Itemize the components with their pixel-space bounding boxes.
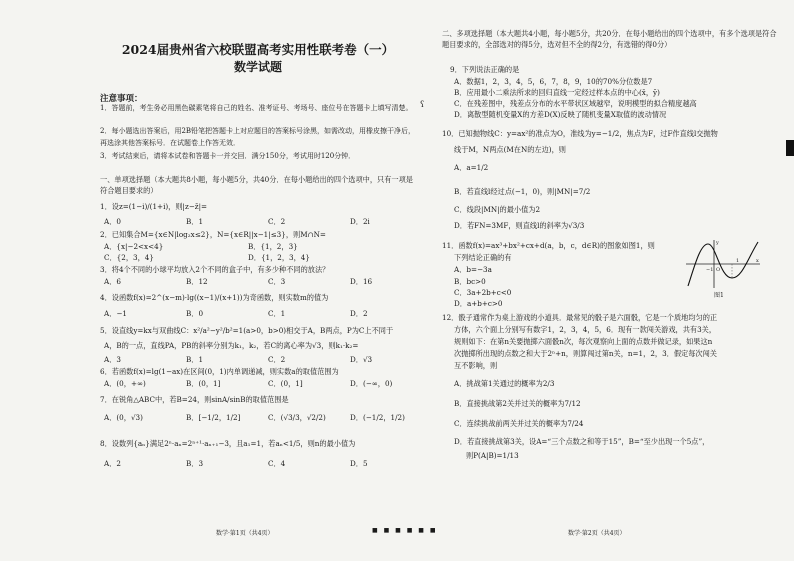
q8-option-c: C．4 (268, 459, 286, 468)
q5-option-c: C．2 (268, 355, 286, 364)
q3-option-c: C．3 (268, 277, 286, 286)
question-12-line-3: 规则如下：在第n关要抛掷六面骰n次，每次观察向上面的点数并做记录，如果这n (454, 337, 713, 346)
tick-neg-1: −1 (706, 267, 714, 273)
question-10-cont: 线于M，N两点(M在N的左边)，则 (454, 145, 566, 154)
q1-option-c: C．2 (268, 217, 286, 226)
q10-option-b: B．若直线l经过点(−1，0)，则|MN|=7/2 (454, 187, 591, 196)
q9-option-c: C．在残差图中，残差点分布的水平带状区域越窄，说明模型的拟合精度越高 (454, 99, 697, 108)
section-1-heading: 一、单项选择题（本大题共8小题，每小题5分，共40分．在每小题给出的四个选项中，只有一项是符合题目要求的） (100, 175, 413, 195)
question-12-line-4: 次抛掷所出现的点数之和大于2ⁿ+n，则算闯过第n关，n=1，2，3．假定每次闯关 (454, 349, 717, 358)
q4-option-a: A．−1 (104, 309, 127, 318)
question-12-line-1: 12．骰子通常作为桌上游戏的小道具．最常见的骰子是六面骰，它是一个质地均匀的正 (442, 313, 718, 322)
q1-option-b: B．1 (186, 217, 204, 226)
q7-option-d: D．(−1/2，1/2) (350, 413, 405, 422)
q2-option-c: C．{2，3，4} (104, 253, 154, 262)
edge-marker (786, 140, 794, 156)
q4-option-b: B．0 (186, 309, 204, 318)
q5-option-b: B．1 (186, 355, 204, 364)
question-12-line-2: 方体，六个面上分别写有数字1，2，3，4，5，6．现有一款闯关游戏，共有3关， (454, 325, 717, 334)
q12-option-a: A．挑战第1关通过的概率为2/3 (454, 379, 555, 388)
q10-option-d: D．若FN=3MF，则直线l的斜率为√3/3 (454, 221, 585, 230)
footer-page-2: 数学·第2页（共4页） (568, 530, 626, 537)
q10-option-c: C．线段|MN|的最小值为2 (454, 205, 541, 214)
figure-caption: 图1 (714, 292, 724, 299)
q2-option-d: D．{1，2，3，4} (248, 253, 310, 262)
q2-option-b: B．{1，2，3} (248, 242, 298, 251)
question-3: 3．将4个不同的小球平均放入2个不同的盒子中，有多少种不同的放法？ (100, 265, 330, 274)
q9-option-b: B．应用最小二乘法所求的回归直线一定经过样本点的中心(x̄，ȳ) (454, 88, 660, 97)
q5-option-a: A．3 (104, 355, 121, 364)
q1-option-a: A．0 (104, 217, 121, 226)
page-left (98, 0, 418, 561)
question-11: 11．函数f(x)=ax³+bx²+cx+d(a，b，c，d∈R)的图象如图1，则 (442, 241, 655, 250)
fold-marks: ■ ■ ■ ■ ■ ■ (372, 527, 438, 534)
x-label: x (756, 258, 759, 264)
q8-option-d: D．5 (350, 459, 368, 468)
q3-option-a: A．6 (104, 277, 121, 286)
q3-option-d: D．16 (350, 277, 373, 286)
q11-option-c: C．3a+2b+c<0 (454, 288, 512, 297)
q12-option-d-cont: 则P(A|B)=1/13 (466, 451, 519, 460)
question-10: 10．已知抛物线C：y=ax²的准点为O，准线为y=−1/2，焦点为F，过F作直线l交抛物 (442, 129, 718, 138)
q11-option-b: B．bc>0 (454, 277, 486, 286)
q12-option-b: B．直接挑战第2关并过关的概率为7/12 (454, 399, 581, 408)
q11-option-d: D．a+b+c>0 (454, 299, 503, 308)
q5-option-d: D．√3 (350, 355, 373, 364)
note-1: 1．答题前，考生务必用黑色碳素笔将自己的姓名、准考证号、考场号、座位号在答题卡上填写清楚。 (100, 104, 413, 112)
question-11-cont: 下列结论正确的有 (454, 253, 512, 262)
q7-option-b: B．[−1/2，1/2] (186, 413, 241, 422)
question-6: 6．若函数f(x)=lg(1−ax)在区间(0，1)内单调递减，则实数a的取值范围为 (100, 367, 339, 376)
exam-subtitle: 数学试题 (233, 60, 282, 74)
margin-mark: ʕ (420, 100, 425, 109)
q6-option-b: B．(0，1] (186, 379, 221, 388)
tick-origin: O (716, 267, 721, 273)
q12-option-c: C．连续挑战前两关并过关的概率为7/24 (454, 419, 584, 428)
q6-option-c: C．(0，1] (268, 379, 303, 388)
question-8: 8．设数列{aₙ}满足2ⁿ·aₙ=2ⁿ⁺¹·aₙ₊₁−3，且a₁=1，若aₙ<1/5，则n的最小值为 (100, 439, 356, 448)
q8-option-a: A．2 (104, 459, 121, 468)
section-2-heading: 二、多项选择题（本大题共4小题，每小题5分，共20分．在每小题给出的四个选项中，有多个选项是符合题目要求的，全部选对的得5分，选对但不全的得2分，有选错的得0分） (442, 29, 777, 49)
q9-option-a: A．数据1，2，3，4，5，6，7，8，9，10的70%分位数是7 (454, 77, 653, 86)
question-5: 5．设直线y=kx与双曲线C：x²/a²−y²/b²=1(a>0，b>0)相交于A，B两点，P为C上不同于 (100, 326, 394, 335)
question-9: 9．下列说法正确的是 (450, 65, 520, 74)
question-5-cont: A，B的一点，直线PA，PB的斜率分别为k₁，k₂，若C的离心率为√3，则k₁·k₂= (104, 341, 359, 350)
exam-title: 2024届贵州省六校联盟高考实用性联考卷（一） (121, 42, 395, 57)
q6-option-d: D．(−∞，0) (350, 379, 393, 388)
note-3: 3．考试结束后，请将本试卷和答题卡一并交回．满分150分，考试用时120分钟． (100, 152, 356, 160)
y-label: y (716, 240, 719, 246)
note-2: 2．每小题选出答案后，用2B铅笔把答题卡上对应题目的答案标号涂黑，如需改动，用橡皮擦干净后，再选涂其他答案标号．在试题卷上作答无效． (100, 127, 416, 147)
q3-option-b: B．12 (186, 277, 208, 286)
q8-option-b: B．3 (186, 459, 204, 468)
q10-option-a: A．a=1/2 (454, 163, 489, 172)
question-4: 4．设函数f(x)=2^(x−m)·lg((x−1)/(x+1))为奇函数，则实数m的值为 (100, 293, 329, 302)
question-2: 2．已知集合M={x∈N|log₂x≤2}，N={x∈R||x−1|≤3}，则M∩N= (100, 230, 326, 239)
q6-option-a: A．(0，+∞) (104, 379, 146, 388)
question-1: 1．设z=(1−i)/(1+i)，则|z−z̄|= (100, 202, 208, 211)
q2-option-a: A．{x|−2<x<4} (104, 242, 164, 251)
q4-option-c: C．1 (268, 309, 286, 318)
function-graph-figure (684, 238, 762, 290)
q9-option-d: D．离散型随机变量X的方差D(X)反映了随机变量X取值的波动情况 (454, 110, 667, 119)
question-12-line-5: 互不影响，则 (454, 361, 498, 370)
q7-option-c: C．(√3/3，√2/2) (268, 413, 326, 422)
q7-option-a: A．(0，√3) (104, 413, 143, 422)
footer-page-1: 数学·第1页（共4页） (216, 530, 274, 537)
notes-heading: 注意事项： (100, 94, 143, 104)
q1-option-d: D．2i (350, 217, 370, 226)
q11-option-a: A．b=−3a (454, 265, 492, 274)
tick-1: 1 (736, 258, 740, 264)
question-7: 7．在锐角△ABC中，若B=24，则sinA/sinB的取值范围是 (100, 395, 289, 404)
q12-option-d: D．若直接挑战第3关，设A=“三个点数之和等于15”，B=“至少出现一个5点”， (454, 437, 710, 446)
q4-option-d: D．2 (350, 309, 368, 318)
